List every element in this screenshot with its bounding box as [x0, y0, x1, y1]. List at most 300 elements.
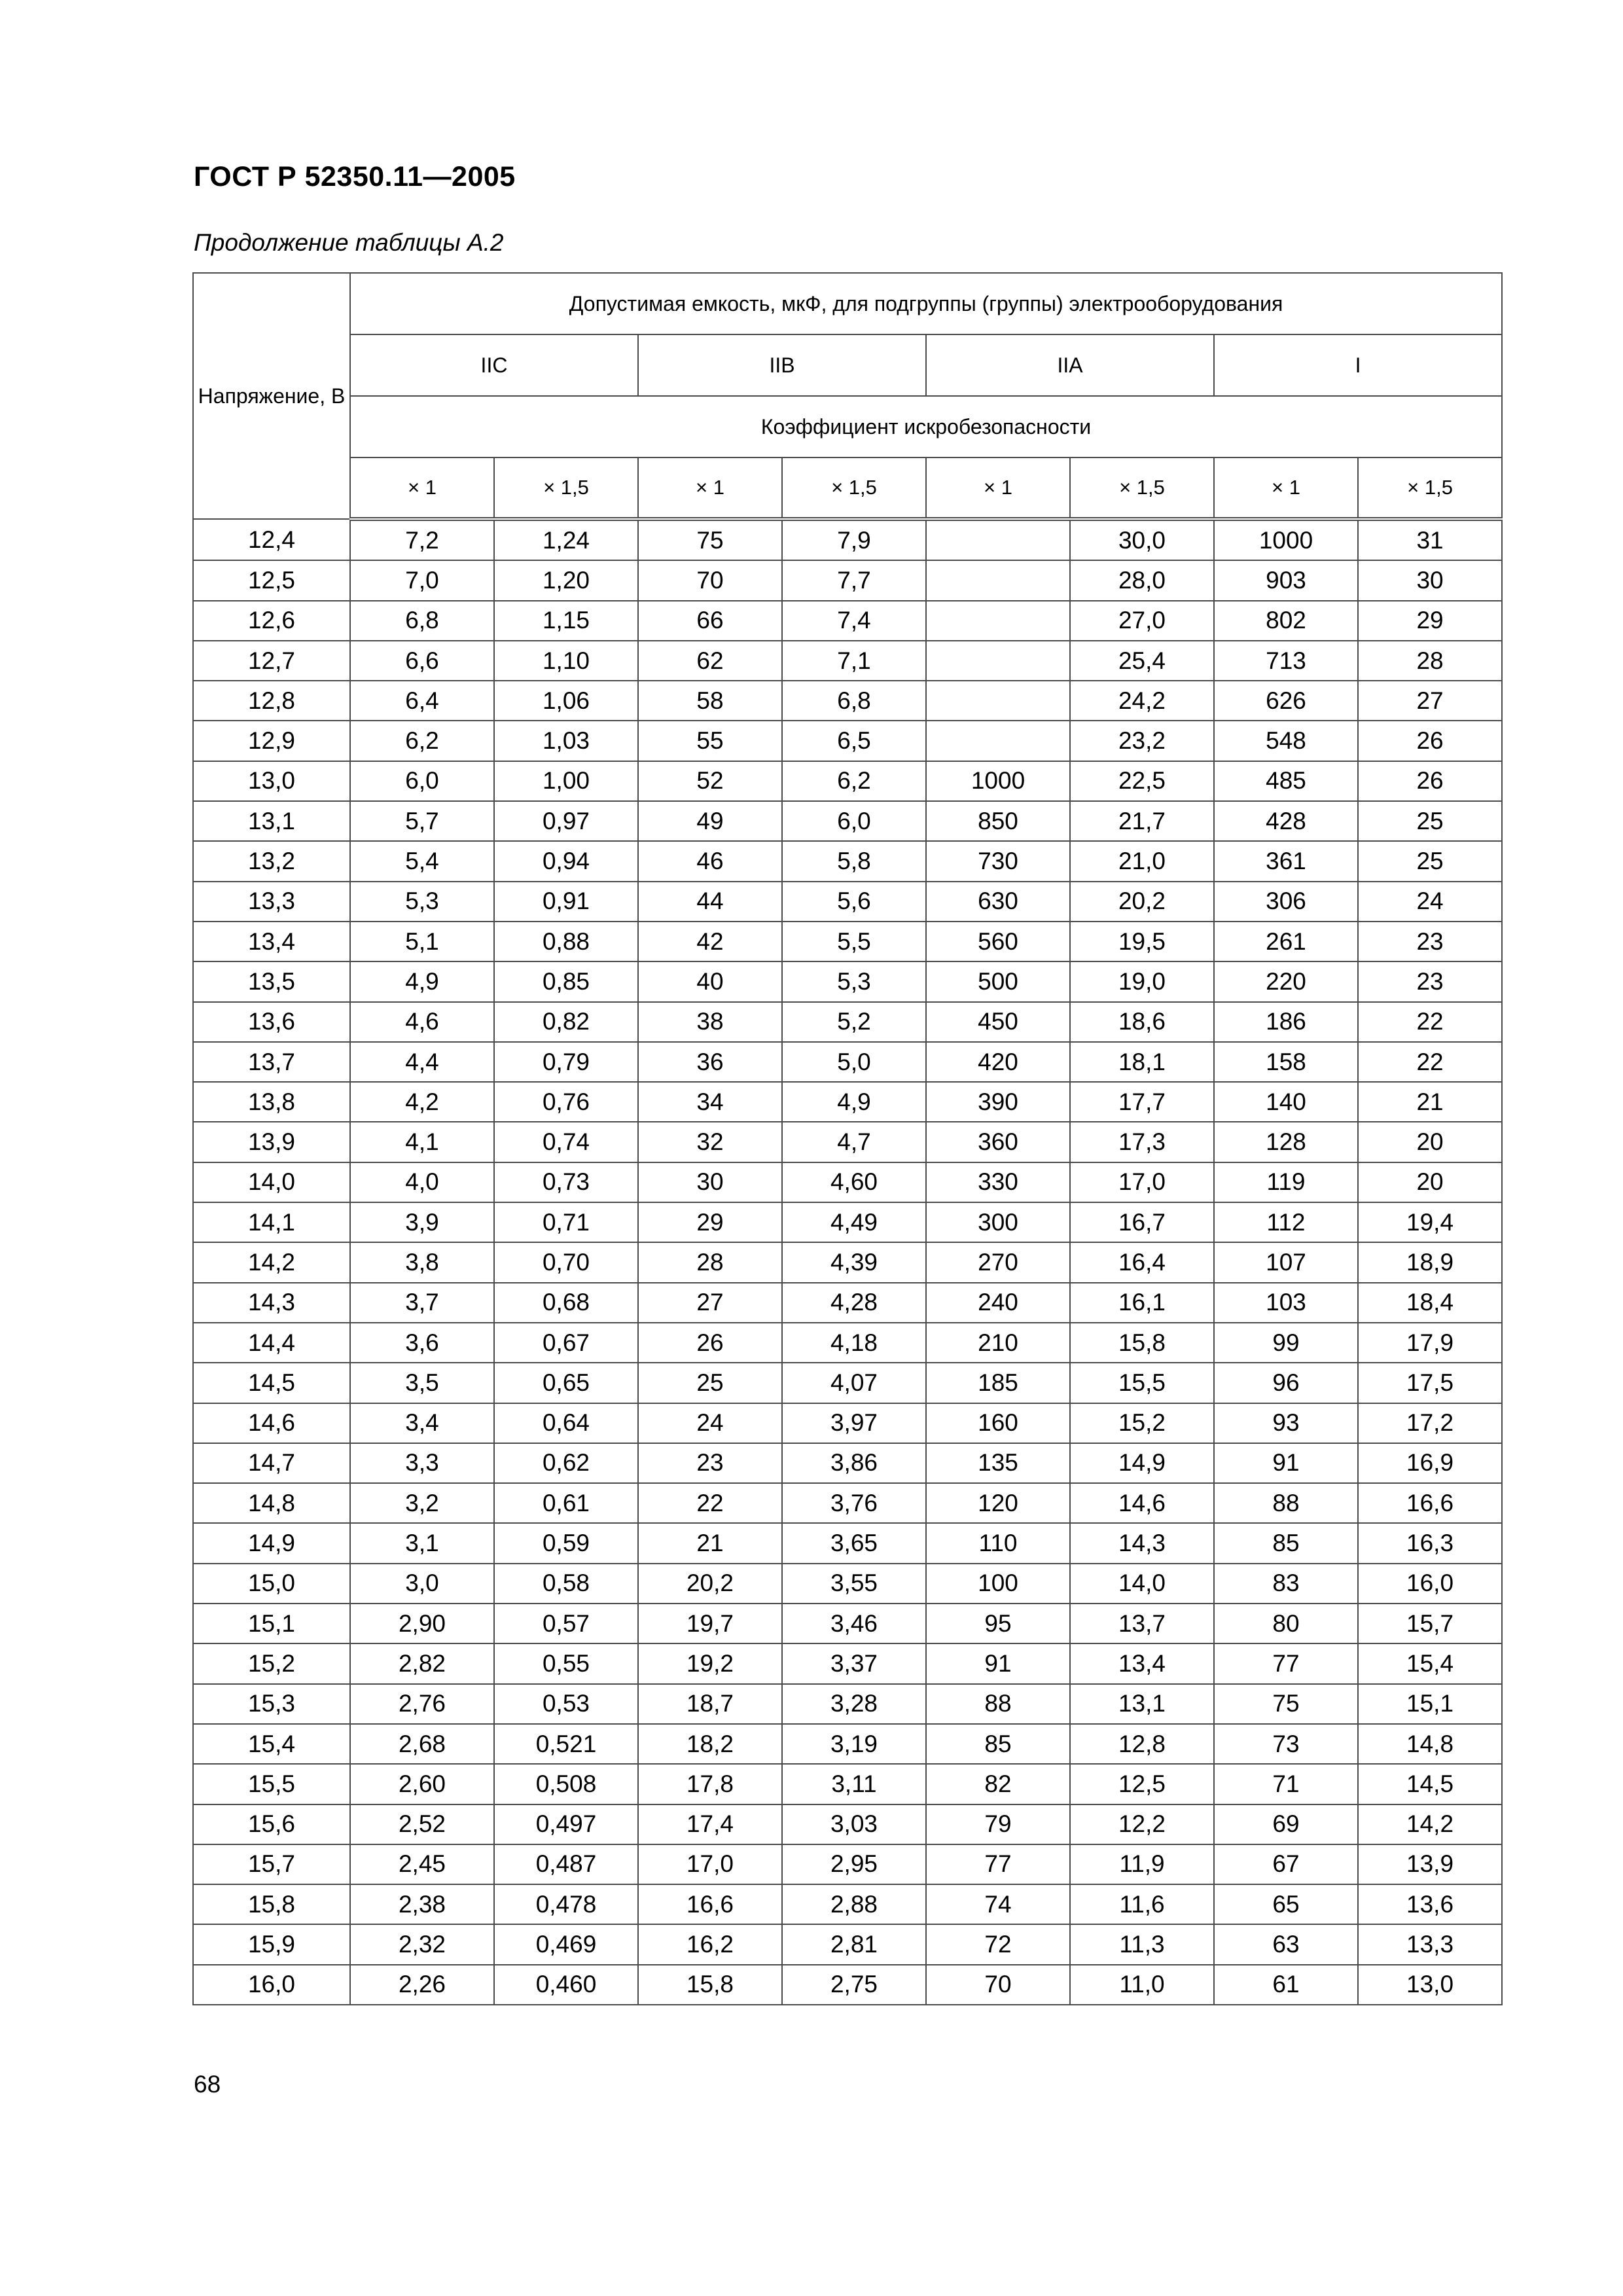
table-row [193, 1965, 1502, 2005]
table-row [193, 1684, 1502, 1724]
coefficient-header: Коэффициент искробезопасности [350, 396, 1502, 457]
capacity-cell: 2,88 [782, 1884, 926, 1924]
voltage-cell: 12,7 [193, 641, 350, 681]
capacity-cell: 0,469 [494, 1924, 638, 1964]
capacity-cell: 3,28 [782, 1684, 926, 1724]
capacity-cell: 21,7 [1070, 801, 1214, 841]
capacity-cell: 13,4 [1070, 1643, 1214, 1683]
capacity-cell: 5,8 [782, 841, 926, 881]
capacity-cell: 15,2 [1070, 1403, 1214, 1443]
capacity-cell: 14,6 [1070, 1483, 1214, 1523]
capacity-cell: 1000 [1214, 519, 1358, 560]
capacity-cell: 548 [1214, 721, 1358, 761]
table-row [193, 1924, 1502, 1964]
capacity-cell: 73 [1214, 1724, 1358, 1764]
capacity-cell: 13,9 [1358, 1844, 1502, 1884]
capacity-cell: 14,2 [1358, 1804, 1502, 1844]
capacity-cell: 560 [926, 922, 1070, 961]
voltage-cell: 14,8 [193, 1483, 350, 1523]
factor-header: × 1,5 [1358, 457, 1502, 519]
capacity-cell: 23 [1358, 922, 1502, 961]
capacity-cell: 62 [638, 641, 782, 681]
group-header-iia: IIA [926, 334, 1214, 396]
capacity-table [192, 272, 1503, 2005]
voltage-cell: 15,7 [193, 1844, 350, 1884]
capacity-cell: 66 [638, 601, 782, 641]
capacity-cell: 2,26 [350, 1965, 494, 2005]
capacity-cell: 26 [1358, 761, 1502, 801]
capacity-cell: 5,4 [350, 841, 494, 881]
capacity-cell: 3,19 [782, 1724, 926, 1764]
capacity-cell: 3,11 [782, 1764, 926, 1804]
table-row [193, 922, 1502, 961]
capacity-cell: 25 [1358, 841, 1502, 881]
voltage-cell: 12,6 [193, 601, 350, 641]
capacity-cell: 4,39 [782, 1242, 926, 1282]
capacity-cell: 0,497 [494, 1804, 638, 1844]
capacity-cell: 6,6 [350, 641, 494, 681]
capacity-cell: 18,6 [1070, 1002, 1214, 1042]
capacity-cell: 0,64 [494, 1403, 638, 1443]
factor-header: × 1 [1214, 457, 1358, 519]
voltage-cell: 15,9 [193, 1924, 350, 1964]
capacity-cell: 4,60 [782, 1162, 926, 1202]
voltage-cell: 14,6 [193, 1403, 350, 1443]
capacity-cell: 1,10 [494, 641, 638, 681]
capacity-cell: 7,9 [782, 519, 926, 560]
voltage-cell: 14,7 [193, 1443, 350, 1483]
capacity-cell: 12,2 [1070, 1804, 1214, 1844]
capacity-cell: 28 [1358, 641, 1502, 681]
capacity-cell: 160 [926, 1403, 1070, 1443]
capacity-cell: 2,32 [350, 1924, 494, 1964]
capacity-cell: 17,8 [638, 1764, 782, 1804]
voltage-cell: 14,1 [193, 1202, 350, 1242]
capacity-cell: 28,0 [1070, 560, 1214, 600]
group-header-iib: IIB [638, 334, 926, 396]
capacity-cell: 420 [926, 1042, 1070, 1082]
voltage-cell: 15,5 [193, 1764, 350, 1804]
capacity-cell: 14,9 [1070, 1443, 1214, 1483]
capacity-cell [926, 560, 1070, 600]
capacity-cell: 18,2 [638, 1724, 782, 1764]
table-row [193, 882, 1502, 922]
capacity-cell: 0,91 [494, 882, 638, 922]
capacity-cell: 26 [638, 1323, 782, 1363]
table-row [193, 1643, 1502, 1683]
capacity-cell: 5,5 [782, 922, 926, 961]
capacity-cell: 65 [1214, 1884, 1358, 1924]
capacity-cell: 3,65 [782, 1523, 926, 1563]
voltage-cell: 15,2 [193, 1643, 350, 1683]
table-row [193, 1884, 1502, 1924]
capacity-cell: 85 [926, 1724, 1070, 1764]
capacity-cell: 0,76 [494, 1082, 638, 1122]
capacity-cell: 29 [638, 1202, 782, 1242]
capacity-cell: 220 [1214, 961, 1358, 1001]
capacity-cell: 6,8 [782, 681, 926, 721]
capacity-cell: 103 [1214, 1283, 1358, 1323]
capacity-cell: 2,45 [350, 1844, 494, 1884]
table-row [193, 1724, 1502, 1764]
capacity-cell: 3,97 [782, 1403, 926, 1443]
voltage-cell: 15,4 [193, 1724, 350, 1764]
capacity-cell: 16,6 [1358, 1483, 1502, 1523]
table-row [193, 1844, 1502, 1884]
capacity-cell: 140 [1214, 1082, 1358, 1122]
capacity-cell: 30 [638, 1162, 782, 1202]
capacity-cell: 0,61 [494, 1483, 638, 1523]
capacity-cell: 4,9 [782, 1082, 926, 1122]
capacity-cell: 903 [1214, 560, 1358, 600]
capacity-cell: 19,7 [638, 1604, 782, 1643]
factor-header: × 1,5 [782, 457, 926, 519]
capacity-cell: 24 [638, 1403, 782, 1443]
capacity-cell: 21 [1358, 1082, 1502, 1122]
capacity-cell: 17,0 [1070, 1162, 1214, 1202]
capacity-cell: 7,0 [350, 560, 494, 600]
capacity-cell: 77 [926, 1844, 1070, 1884]
capacity-cell: 88 [1214, 1483, 1358, 1523]
capacity-cell: 15,8 [638, 1965, 782, 2005]
capacity-cell: 4,1 [350, 1122, 494, 1162]
capacity-cell: 802 [1214, 601, 1358, 641]
capacity-cell: 112 [1214, 1202, 1358, 1242]
capacity-cell: 2,68 [350, 1724, 494, 1764]
capacity-cell: 91 [926, 1643, 1070, 1683]
capacity-cell: 0,67 [494, 1323, 638, 1363]
capacity-cell: 4,6 [350, 1002, 494, 1042]
capacity-cell: 24 [1358, 882, 1502, 922]
table-row [193, 1283, 1502, 1323]
table-row [193, 1804, 1502, 1844]
capacity-cell: 5,3 [350, 882, 494, 922]
capacity-cell: 31 [1358, 519, 1502, 560]
capacity-cell: 4,7 [782, 1122, 926, 1162]
capacity-cell: 4,4 [350, 1042, 494, 1082]
capacity-cell: 27 [1358, 681, 1502, 721]
capacity-cell: 2,81 [782, 1924, 926, 1964]
table-row [193, 1604, 1502, 1643]
voltage-cell: 13,5 [193, 961, 350, 1001]
voltage-cell: 15,6 [193, 1804, 350, 1844]
capacity-cell: 0,487 [494, 1844, 638, 1884]
capacity-cell: 17,2 [1358, 1403, 1502, 1443]
capacity-cell: 83 [1214, 1564, 1358, 1604]
capacity-cell: 0,85 [494, 961, 638, 1001]
capacity-cell: 15,5 [1070, 1363, 1214, 1403]
capacity-cell: 40 [638, 961, 782, 1001]
capacity-cell: 4,07 [782, 1363, 926, 1403]
table-row [193, 1162, 1502, 1202]
capacity-cell: 52 [638, 761, 782, 801]
capacity-cell: 30 [1358, 560, 1502, 600]
capacity-cell: 1,24 [494, 519, 638, 560]
capacity-cell: 16,6 [638, 1884, 782, 1924]
capacity-cell: 3,37 [782, 1643, 926, 1683]
voltage-cell: 15,1 [193, 1604, 350, 1643]
capacity-cell: 3,55 [782, 1564, 926, 1604]
capacity-cell: 26 [1358, 721, 1502, 761]
voltage-cell: 13,2 [193, 841, 350, 881]
capacity-cell: 3,86 [782, 1443, 926, 1483]
capacity-cell: 28 [638, 1242, 782, 1282]
capacity-cell: 119 [1214, 1162, 1358, 1202]
capacity-cell: 2,75 [782, 1965, 926, 2005]
capacity-cell: 2,90 [350, 1604, 494, 1643]
capacity-cell: 6,8 [350, 601, 494, 641]
voltage-cell: 14,9 [193, 1523, 350, 1563]
capacity-cell: 330 [926, 1162, 1070, 1202]
capacity-cell: 3,7 [350, 1283, 494, 1323]
table-row [193, 1002, 1502, 1042]
capacity-cell: 12,5 [1070, 1764, 1214, 1804]
capacity-cell: 4,0 [350, 1162, 494, 1202]
capacity-cell: 93 [1214, 1403, 1358, 1443]
table-row [193, 1764, 1502, 1804]
capacity-cell: 17,4 [638, 1804, 782, 1844]
table-row [193, 1363, 1502, 1403]
capacity-cell: 158 [1214, 1042, 1358, 1082]
capacity-cell: 186 [1214, 1002, 1358, 1042]
capacity-cell: 16,1 [1070, 1283, 1214, 1323]
capacity-cell: 19,4 [1358, 1202, 1502, 1242]
capacity-cell: 0,59 [494, 1523, 638, 1563]
table-row [193, 601, 1502, 641]
capacity-cell: 1,20 [494, 560, 638, 600]
voltage-cell: 15,8 [193, 1884, 350, 1924]
capacity-cell: 25 [1358, 801, 1502, 841]
capacity-cell: 15,8 [1070, 1323, 1214, 1363]
capacity-cell: 16,9 [1358, 1443, 1502, 1483]
capacity-cell: 25 [638, 1363, 782, 1403]
capacity-cell: 120 [926, 1483, 1070, 1523]
capacity-cell: 2,38 [350, 1884, 494, 1924]
capacity-cell: 0,88 [494, 922, 638, 961]
group-header-i: I [1214, 334, 1502, 396]
capacity-cell: 7,4 [782, 601, 926, 641]
capacity-cell: 361 [1214, 841, 1358, 881]
capacity-cell: 713 [1214, 641, 1358, 681]
capacity-cell: 4,2 [350, 1082, 494, 1122]
capacity-cell: 19,2 [638, 1643, 782, 1683]
capacity-cell: 0,74 [494, 1122, 638, 1162]
table-row [193, 841, 1502, 881]
voltage-cell: 13,9 [193, 1122, 350, 1162]
capacity-cell: 850 [926, 801, 1070, 841]
voltage-cell: 13,6 [193, 1002, 350, 1042]
table-row [193, 1564, 1502, 1604]
capacity-cell: 135 [926, 1443, 1070, 1483]
voltage-cell: 13,1 [193, 801, 350, 841]
capacity-cell: 5,0 [782, 1042, 926, 1082]
capacity-cell: 91 [1214, 1443, 1358, 1483]
capacity-cell: 16,2 [638, 1924, 782, 1964]
capacity-cell: 3,9 [350, 1202, 494, 1242]
capacity-cell: 36 [638, 1042, 782, 1082]
capacity-cell: 27 [638, 1283, 782, 1323]
capacity-cell: 17,5 [1358, 1363, 1502, 1403]
capacity-cell: 23,2 [1070, 721, 1214, 761]
capacity-cell: 0,53 [494, 1684, 638, 1724]
capacity-cell: 20 [1358, 1122, 1502, 1162]
table-row [193, 961, 1502, 1001]
capacity-cell: 5,2 [782, 1002, 926, 1042]
capacity-cell: 70 [926, 1965, 1070, 2005]
capacity-cell: 21,0 [1070, 841, 1214, 881]
table-row [193, 1122, 1502, 1162]
capacity-cell: 3,3 [350, 1443, 494, 1483]
capacity-cell: 1000 [926, 761, 1070, 801]
capacity-cell: 270 [926, 1242, 1070, 1282]
capacity-cell: 2,82 [350, 1643, 494, 1683]
capacity-cell: 0,478 [494, 1884, 638, 1924]
capacity-cell: 110 [926, 1523, 1070, 1563]
factor-header: × 1 [926, 457, 1070, 519]
capacity-cell: 0,460 [494, 1965, 638, 2005]
voltage-cell: 16,0 [193, 1965, 350, 2005]
table-row [193, 1042, 1502, 1082]
capacity-cell: 1,00 [494, 761, 638, 801]
capacity-cell: 306 [1214, 882, 1358, 922]
capacity-cell: 6,0 [782, 801, 926, 841]
voltage-cell: 14,4 [193, 1323, 350, 1363]
capacity-cell: 485 [1214, 761, 1358, 801]
capacity-cell: 23 [638, 1443, 782, 1483]
capacity-cell: 18,1 [1070, 1042, 1214, 1082]
capacity-cell: 0,62 [494, 1443, 638, 1483]
capacity-cell: 4,18 [782, 1323, 926, 1363]
factor-header: × 1 [350, 457, 494, 519]
capacity-cell: 428 [1214, 801, 1358, 841]
voltage-cell: 13,0 [193, 761, 350, 801]
capacity-cell: 42 [638, 922, 782, 961]
capacity-cell: 17,0 [638, 1844, 782, 1884]
capacity-cell: 3,0 [350, 1564, 494, 1604]
capacity-cell: 49 [638, 801, 782, 841]
capacity-cell: 0,58 [494, 1564, 638, 1604]
capacity-cell: 240 [926, 1283, 1070, 1323]
voltage-cell: 15,0 [193, 1564, 350, 1604]
capacity-cell: 11,0 [1070, 1965, 1214, 2005]
capacity-cell: 0,65 [494, 1363, 638, 1403]
capacity-cell: 3,46 [782, 1604, 926, 1643]
capacity-cell: 5,3 [782, 961, 926, 1001]
capacity-cell: 58 [638, 681, 782, 721]
capacity-cell: 3,6 [350, 1323, 494, 1363]
voltage-cell: 14,2 [193, 1242, 350, 1282]
table-row [193, 1323, 1502, 1363]
factor-header: × 1,5 [494, 457, 638, 519]
capacity-cell: 17,7 [1070, 1082, 1214, 1122]
capacity-cell: 11,6 [1070, 1884, 1214, 1924]
capacity-cell: 7,7 [782, 560, 926, 600]
capacity-cell: 6,2 [350, 721, 494, 761]
capacity-cell: 0,73 [494, 1162, 638, 1202]
capacity-cell: 14,0 [1070, 1564, 1214, 1604]
capacity-cell: 29 [1358, 601, 1502, 641]
capacity-cell: 14,8 [1358, 1724, 1502, 1764]
capacity-cell: 88 [926, 1684, 1070, 1724]
table-row [193, 761, 1502, 801]
capacity-cell: 16,0 [1358, 1564, 1502, 1604]
capacity-cell: 44 [638, 882, 782, 922]
voltage-cell: 13,3 [193, 882, 350, 922]
group-header-iic: IIC [350, 334, 638, 396]
capacity-cell: 22,5 [1070, 761, 1214, 801]
capacity-cell [926, 721, 1070, 761]
capacity-cell: 71 [1214, 1764, 1358, 1804]
capacity-cell: 13,3 [1358, 1924, 1502, 1964]
capacity-cell: 46 [638, 841, 782, 881]
capacity-cell: 0,94 [494, 841, 638, 881]
capacity-cell: 0,70 [494, 1242, 638, 1282]
capacity-cell: 20,2 [638, 1564, 782, 1604]
capacity-cell: 7,2 [350, 519, 494, 560]
voltage-cell: 12,5 [193, 560, 350, 600]
capacity-cell [926, 681, 1070, 721]
capacity-cell: 100 [926, 1564, 1070, 1604]
capacity-cell: 63 [1214, 1924, 1358, 1964]
capacity-cell: 67 [1214, 1844, 1358, 1884]
capacity-cell: 1,06 [494, 681, 638, 721]
table-row [193, 1523, 1502, 1563]
factor-header: × 1,5 [1070, 457, 1214, 519]
capacity-cell: 0,71 [494, 1202, 638, 1242]
voltage-cell: 15,3 [193, 1684, 350, 1724]
capacity-cell: 95 [926, 1604, 1070, 1643]
document-title: ГОСТ Р 52350.11—2005 [194, 161, 516, 192]
capacity-cell: 3,76 [782, 1483, 926, 1523]
capacity-cell: 69 [1214, 1804, 1358, 1844]
voltage-cell: 14,0 [193, 1162, 350, 1202]
capacity-cell: 1,15 [494, 601, 638, 641]
capacity-cell: 2,95 [782, 1844, 926, 1884]
capacity-header: Допустимая емкость, мкФ, для подгруппы (группы) электрооборудования [350, 273, 1502, 334]
capacity-cell: 13,1 [1070, 1684, 1214, 1724]
capacity-cell: 20,2 [1070, 882, 1214, 922]
capacity-cell: 0,55 [494, 1643, 638, 1683]
capacity-cell: 15,4 [1358, 1643, 1502, 1683]
capacity-cell: 128 [1214, 1122, 1358, 1162]
table-header [193, 273, 1502, 519]
voltage-cell: 13,7 [193, 1042, 350, 1082]
voltage-cell: 12,4 [193, 519, 350, 560]
capacity-cell: 22 [638, 1483, 782, 1523]
capacity-cell: 15,7 [1358, 1604, 1502, 1643]
capacity-cell: 500 [926, 961, 1070, 1001]
capacity-cell: 72 [926, 1924, 1070, 1964]
capacity-cell: 75 [638, 519, 782, 560]
capacity-cell: 22 [1358, 1042, 1502, 1082]
table-row [193, 1242, 1502, 1282]
capacity-cell: 25,4 [1070, 641, 1214, 681]
capacity-cell: 4,9 [350, 961, 494, 1001]
capacity-cell: 18,4 [1358, 1283, 1502, 1323]
capacity-cell: 82 [926, 1764, 1070, 1804]
capacity-cell: 32 [638, 1122, 782, 1162]
voltage-cell: 14,5 [193, 1363, 350, 1403]
table-row [193, 519, 1502, 560]
table-row [193, 641, 1502, 681]
page-number: 68 [194, 2071, 221, 2098]
capacity-cell: 300 [926, 1202, 1070, 1242]
capacity-cell: 70 [638, 560, 782, 600]
capacity-cell: 0,508 [494, 1764, 638, 1804]
capacity-cell: 79 [926, 1804, 1070, 1844]
capacity-cell: 1,03 [494, 721, 638, 761]
capacity-cell: 3,5 [350, 1363, 494, 1403]
